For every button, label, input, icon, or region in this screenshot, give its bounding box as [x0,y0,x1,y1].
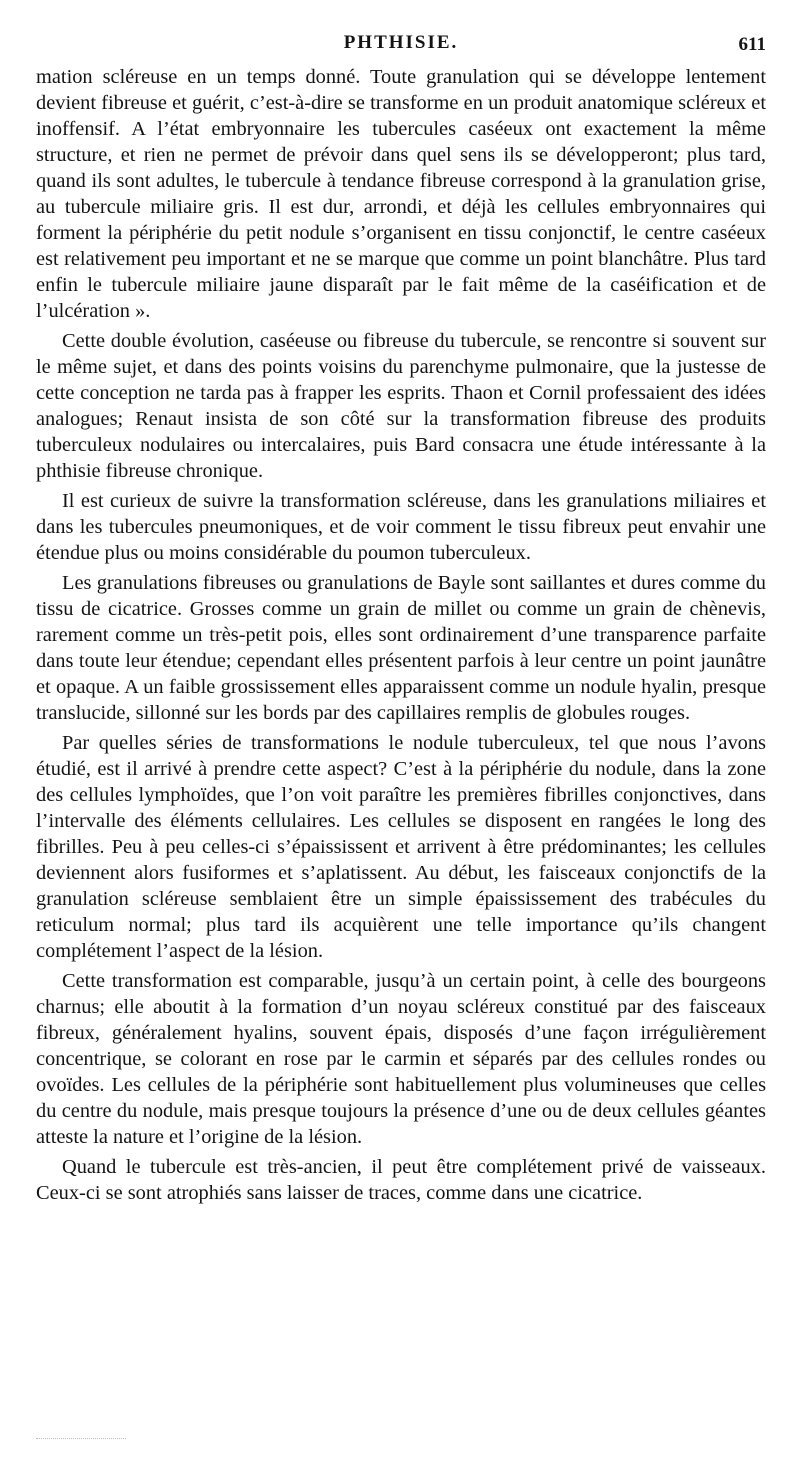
paragraph-7: Quand le tubercule est très-ancien, il peut être complétement privé de vaisseaux. Ceux-ci se sont atrophiés sans laisser de traces, comme dans une cicatrice. [36,1156,766,1204]
footer-smudge [36,1438,126,1440]
paragraph-5: Par quelles séries de transformations le nodule tuberculeux, tel que nous l’avons étudié, est il arrivé à prendre cette aspect? C’est à la périphérie du nodule, dans la zone des cellules lymphoïdes, que l’on voit paraître les premières fibrilles conjonctives, dans l’intervalle des éléments cellulaires. Les cellules se disposent en rangées le long des fibrilles. Peu à peu celles-ci s’épaississent et arrivent à être prédominantes; les cellules deviennent alors fusiformes et s’aplatissent. Au début, les faisceaux conjonctifs de la granulation scléreuse semblaient être un simple épaississement des trabécules du reticulum normal; plus tard ils acquièrent une telle importance qu’ils changent complétement l’aspect de la lésion. [36,732,766,962]
running-title: PHTHISIE. [343,32,459,53]
body-text [36,64,766,1206]
paragraph-4: Les granulations fibreuses ou granulations de Bayle sont saillantes et dures comme du tissu de cicatrice. Grosses comme un grain de millet ou comme un grain de chènevis, rarement comme un très-petit pois, elles sont ordinairement d’une transparence parfaite dans toute leur étendue; cependant elles présentent parfois à leur centre un point jaunâtre et opaque. A un faible grossissement elles apparaissent comme un nodule hyalin, presque translucide, sillonné sur les bords par des capillaires remplis de globules rouges. [36,572,766,724]
paragraph-1: mation scléreuse en un temps donné. Toute granulation qui se développe lentement devient fibreuse et guérit, c’est-à-dire se transforme en un produit anatomique scléreux et inoffensif. A l’état embryonnaire les tubercules caséeux ont exactement la même structure, et rien ne permet de prévoir dans quel sens ils se développeront; plus tard, quand ils sont adultes, le tubercule à tendance fibreuse correspond à la granulation grise, au tubercule miliaire gris. Il est dur, arrondi, et déjà les cellules embryonnaires qui forment la périphérie du petit nodule s’organisent en tissu conjonctif, le centre caséeux est relativement peu important et ne se marque que comme un point blanchâtre. Plus tard enfin le tubercule miliaire jaune disparaît par le fait même de la caséification et de l’ulcération ». [36,66,766,322]
page-number: 611 [738,34,766,55]
paragraph-2: Cette double évolution, caséeuse ou fibreuse du tubercule, se rencontre si souvent sur le même sujet, et dans des points voisins du parenchyme pulmonaire, que la justesse de cette conception ne tarda pas à frapper les esprits. Thaon et Cornil professaient des idées analogues; Renaut insista de son côté sur la transformation fibreuse des produits tuberculeux nodulaires ou intercalaires, puis Bard consacra une étude intéressante à la phthisie fibreuse chronique. [36,330,766,482]
paragraph-6: Cette transformation est comparable, jusqu’à un certain point, à celle des bourgeons charnus; elle aboutit à la formation d’un noyau scléreux constitué par des faisceaux fibreux, généralement hyalins, souvent épais, disposés d’une façon irrégulièrement concentrique, se colorant en rose par le carmin et séparés par des cellules rondes ou ovoïdes. Les cellules de la périphérie sont habituellement plus volumineuses que celles du centre du nodule, mais presque toujours la présence d’une ou de deux cellules géantes atteste la nature et l’origine de la lésion. [36,970,766,1148]
paragraph-3: Il est curieux de suivre la transformation scléreuse, dans les granulations miliaires et dans les tubercules pneumoniques, et de voir comment le tissu fibreux peut envahir une étendue plus ou moins considérable du poumon tuberculeux. [36,490,766,564]
book-page [36,28,766,1206]
page-header [36,28,766,62]
